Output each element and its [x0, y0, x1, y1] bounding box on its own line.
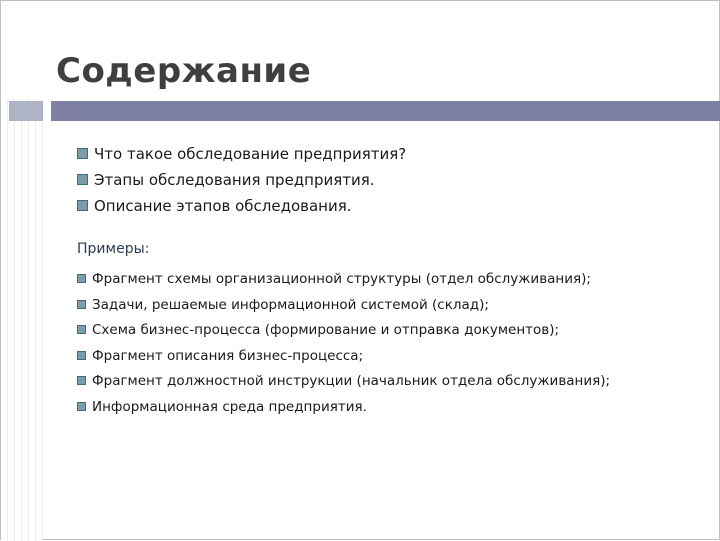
contents-item-label: Этапы обследования предприятия.	[94, 171, 375, 189]
contents-item-label: Что такое обследование предприятия?	[94, 145, 407, 163]
contents-list	[77, 141, 406, 219]
example-item	[77, 318, 610, 344]
square-bullet-icon	[77, 174, 88, 185]
title-accent-square	[9, 101, 43, 121]
example-item-label: Схема бизнес-процесса (формирование и отправка документов);	[92, 322, 560, 338]
square-bullet-icon	[77, 300, 86, 309]
example-item-label: Фрагмент должностной инструкции (начальник отдела обслуживания);	[92, 373, 611, 389]
examples-heading: Примеры:	[77, 241, 150, 257]
example-item	[77, 369, 610, 395]
example-item	[77, 395, 610, 421]
example-item-label: Задачи, решаемые информационной системой (склад);	[92, 296, 489, 313]
slide-title: Содержание	[56, 51, 312, 91]
contents-item	[77, 167, 406, 193]
example-item	[77, 267, 610, 293]
example-item-label: Фрагмент описания бизнес-процесса;	[92, 347, 364, 364]
square-bullet-icon	[77, 402, 86, 411]
square-bullet-icon	[77, 200, 88, 211]
example-item	[77, 293, 610, 319]
example-item-label: Фрагмент схемы организационной структуры (отдел обслуживания);	[92, 271, 591, 287]
contents-item-label: Описание этапов обследования.	[94, 197, 352, 215]
examples-list	[77, 267, 610, 420]
square-bullet-icon	[77, 351, 86, 360]
contents-item	[77, 141, 406, 167]
example-item-label: Информационная среда предприятия.	[92, 398, 367, 415]
square-bullet-icon	[77, 325, 86, 334]
title-underline-bar	[51, 101, 720, 121]
square-bullet-icon	[77, 274, 86, 283]
left-band-top	[1, 1, 43, 99]
example-item	[77, 344, 610, 370]
square-bullet-icon	[77, 376, 86, 385]
contents-item	[77, 193, 406, 219]
square-bullet-icon	[77, 148, 88, 159]
